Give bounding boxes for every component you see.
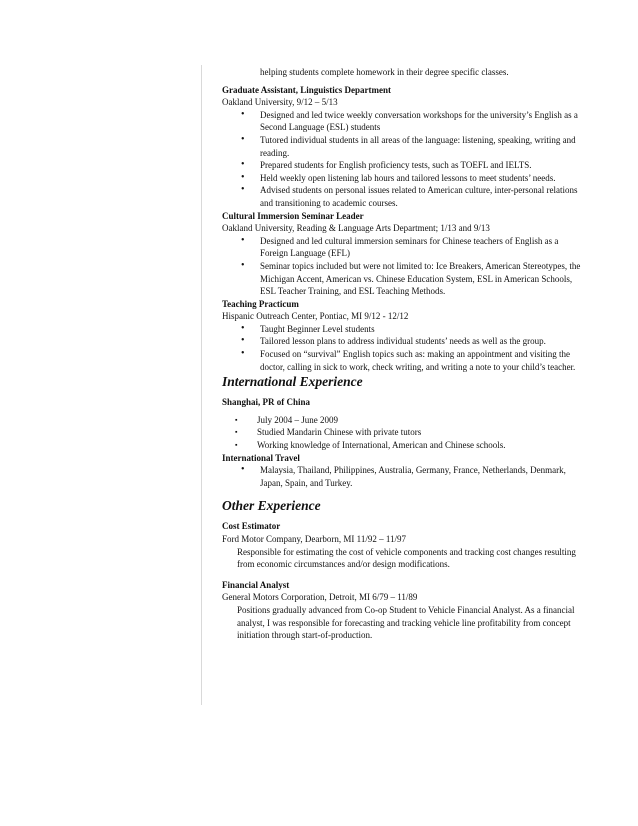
- resume-page: [222, 66, 582, 642]
- margin-rule: [201, 65, 202, 705]
- job-description: Responsible for estimating the cost of vehicle components and tracking cost changes resulting from economic circumstances and/or design modifications.: [237, 546, 576, 570]
- bullet-list: [222, 323, 582, 373]
- cultural-immersion-entry: [222, 210, 582, 298]
- bullet-list: [222, 464, 582, 489]
- bullet-list: [222, 109, 582, 210]
- job-title: Financial Analyst: [222, 579, 290, 590]
- section-heading: International Experience: [222, 374, 363, 390]
- list-item: • Designed and led twice weekly conversation workshops for the university’s English as a Second Language (ESL) students: [222, 109, 582, 134]
- job-title: Teaching Practicum: [222, 298, 299, 309]
- teaching-practicum-entry: [222, 298, 582, 374]
- list-item: ▪ Working knowledge of International, American and Chinese schools.: [222, 439, 582, 452]
- list-item: ▪ July 2004 – June 2009: [222, 414, 582, 427]
- list-item: • Malaysia, Thailand, Philippines, Australia, Germany, France, Netherlands, Denmark, Japan, Spain, and Turkey.: [222, 464, 582, 489]
- job-org: Oakland University, Reading & Language Arts Department; 1/13 and 9/13: [222, 223, 490, 234]
- continuation-line: helping students complete homework in their degree specific classes.: [260, 67, 509, 77]
- job-org: General Motors Corporation, Detroit, MI 6/79 – 11/89: [222, 592, 418, 603]
- job-title: Cost Estimator: [222, 521, 281, 532]
- section-heading: Other Experience: [222, 498, 321, 514]
- list-item: • Taught Beginner Level students: [222, 323, 582, 336]
- job-org: Oakland University, 9/12 – 5/13: [222, 97, 338, 108]
- job-org: Ford Motor Company, Dearborn, MI 11/92 – 11/97: [222, 534, 406, 544]
- list-item: • Tailored lesson plans to address individual students’ needs as well as the group.: [222, 335, 582, 348]
- list-item: • Focused on “survival” English topics such as: making an appointment and visiting the doctor, calling in sick to work, check writing, and writing a note to your child’s teacher.: [222, 348, 582, 373]
- job-title: Cultural Immersion Seminar Leader: [222, 210, 364, 221]
- bullet-list: [222, 235, 582, 298]
- list-item: ▪ Studied Mandarin Chinese with private tutors: [222, 426, 582, 439]
- travel-title: International Travel: [222, 452, 300, 463]
- list-item: • Prepared students for English proficiency tests, such as TOEFL and IELTS.: [222, 159, 582, 172]
- location-title: Shanghai, PR of China: [222, 397, 311, 408]
- list-item: • Tutored individual students in all areas of the language: listening, speaking, writing and reading.: [222, 134, 582, 159]
- job-org: Hispanic Outreach Center, Pontiac, MI 9/12 - 12/12: [222, 311, 409, 322]
- job-description: Positions gradually advanced from Co-op Student to Vehicle Financial Analyst. As a financial analyst, I was responsible for forecasting and tracking vehicle line profitability from concept initiation through start-of-production.: [237, 604, 575, 641]
- international-experience-section: [222, 373, 582, 489]
- graduate-assistant-entry: [222, 84, 582, 210]
- list-item: • Held weekly open listening lab hours and tailored lessons to meet students’ needs.: [222, 172, 582, 185]
- list-item: • Advised students on personal issues related to American culture, inter-personal relations and transitioning to academic courses.: [222, 184, 582, 209]
- square-bullet-list: [222, 414, 582, 452]
- job-title: Graduate Assistant, Linguistics Department: [222, 84, 392, 95]
- list-item: • Seminar topics included but were not limited to: Ice Breakers, American Stereotypes, the Michigan Accent, American vs. Chinese Education System, ESL in American Schools, ESL Teacher Training, and ESL Teaching Methods.: [222, 260, 582, 298]
- list-item: • Designed and led cultural immersion seminars for Chinese teachers of English as a Foreign Language (EFL): [222, 235, 582, 260]
- other-experience-section: [222, 497, 582, 641]
